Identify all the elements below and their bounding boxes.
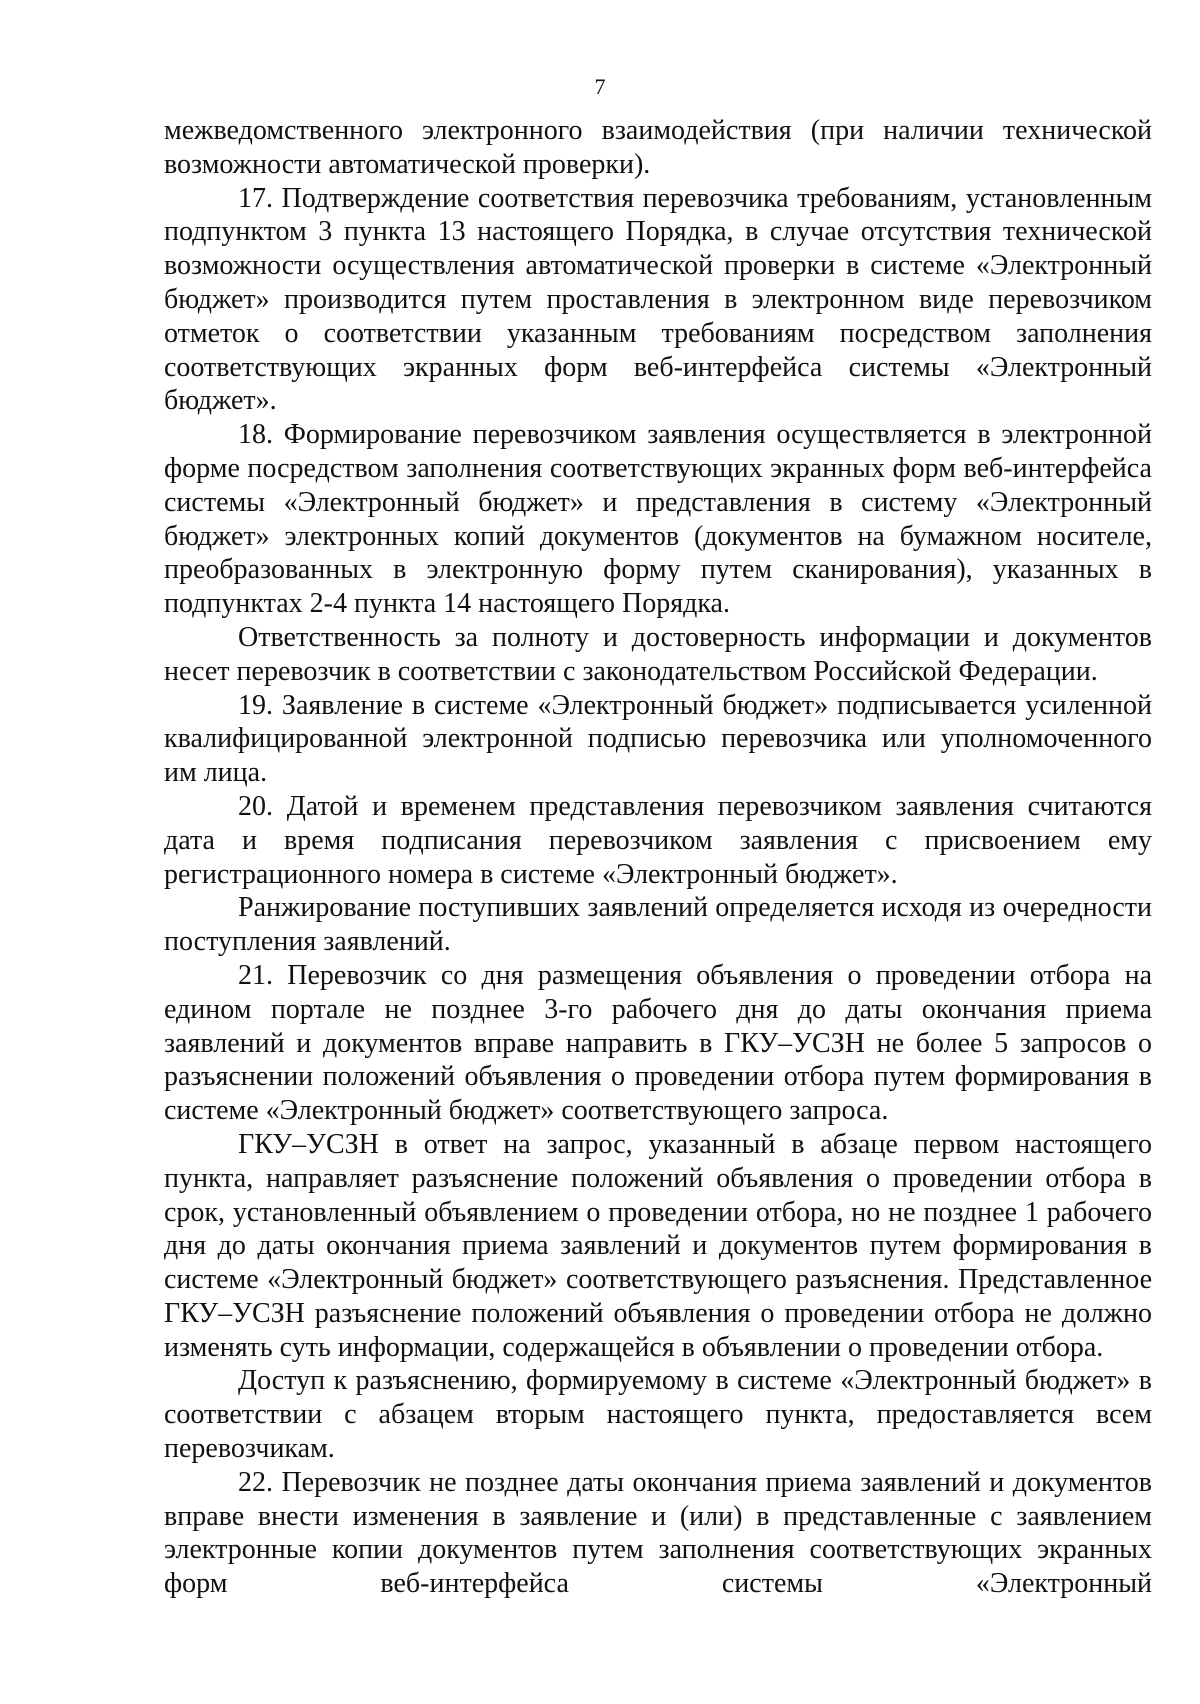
- paragraph-continuation: межведомственного электронного взаимодействия (при наличии технической возможности автоматической проверки).: [164, 115, 1152, 180]
- paragraph-item-20: 20. Датой и временем представления перевозчиком заявления считаются дата и время подписания перевозчиком заявления с присвоением ему регистрационного номера в системе «Электронный бюджет».: [164, 790, 1152, 890]
- document-body: [164, 114, 1152, 1601]
- paragraph-item-18: 18. Формирование перевозчиком заявления осуществляется в электронной форме посредством заполнения соответствующих экранных форм веб-интерфейса системы «Электронный бюджет» и представления в систему «Электронный бюджет» электронных копий документов (документов на бумажном носителе, преобразованных в электронную форму путем сканирования), указанных в подпунктах 2-4 пункта 14 настоящего Порядка.: [164, 419, 1152, 620]
- paragraph-gku-response: ГКУ–УСЗН в ответ на запрос, указанный в абзаце первом настоящего пункта, направляет разъяснение положений объявления о проведении отбора в срок, установленный объявлением о проведении отбора, но не позднее 1 рабочего дня до даты окончания приема заявлений и документов путем формирования в системе «Электронный бюджет» соответствующего разъяснения. Представленное ГКУ–УСЗН разъяснение положений объявления о проведении отбора не должно изменять суть информации, содержащейся в объявлении о проведении отбора.: [164, 1128, 1152, 1363]
- paragraph-ranking: Ранжирование поступивших заявлений определяется исходя из очередности поступления заявлений.: [164, 892, 1152, 958]
- paragraph-item-22: 22. Перевозчик не позднее даты окончания приема заявлений и документов вправе внести изменения в заявление и (или) в представленные с заявлением электронные копии документов путем заполнения соответствующих экранных форм веб-интерфейса системы «Электронный: [164, 1466, 1152, 1600]
- paragraph-item-21: 21. Перевозчик со дня размещения объявления о проведении отбора на едином портале не позднее 3-го рабочего дня до даты окончания приема заявлений и документов вправе направить в ГКУ–УСЗН не более 5 запросов о разъяснении положений объявления о проведении отбора путем формирования в системе «Электронный бюджет» соответствующего запроса.: [164, 959, 1152, 1127]
- page-number: 7: [594, 74, 606, 99]
- paragraph-responsibility: Ответственность за полноту и достоверность информации и документов несет перевозчик в соответствии с законодательством Российской Федерации.: [164, 621, 1152, 687]
- paragraph-item-17: 17. Подтверждение соответствия перевозчика требованиям, установленным подпунктом 3 пункта 13 настоящего Порядка, в случае отсутствия технической возможности осуществления автоматической проверки в системе «Электронный бюджет» производится путем проставления в электронном виде перевозчиком отметок о соответствии указанным требованиям посредством заполнения соответствующих экранных форм веб-интерфейса системы «Электронный бюджет».: [164, 182, 1152, 417]
- paragraph-access: Доступ к разъяснению, формируемому в системе «Электронный бюджет» в соответствии с абзацем вторым настоящего пункта, предоставляется всем перевозчикам.: [164, 1365, 1152, 1465]
- paragraph-item-19: 19. Заявление в системе «Электронный бюджет» подписывается усиленной квалифицированной электронной подписью перевозчика или уполномоченного им лица.: [164, 689, 1152, 789]
